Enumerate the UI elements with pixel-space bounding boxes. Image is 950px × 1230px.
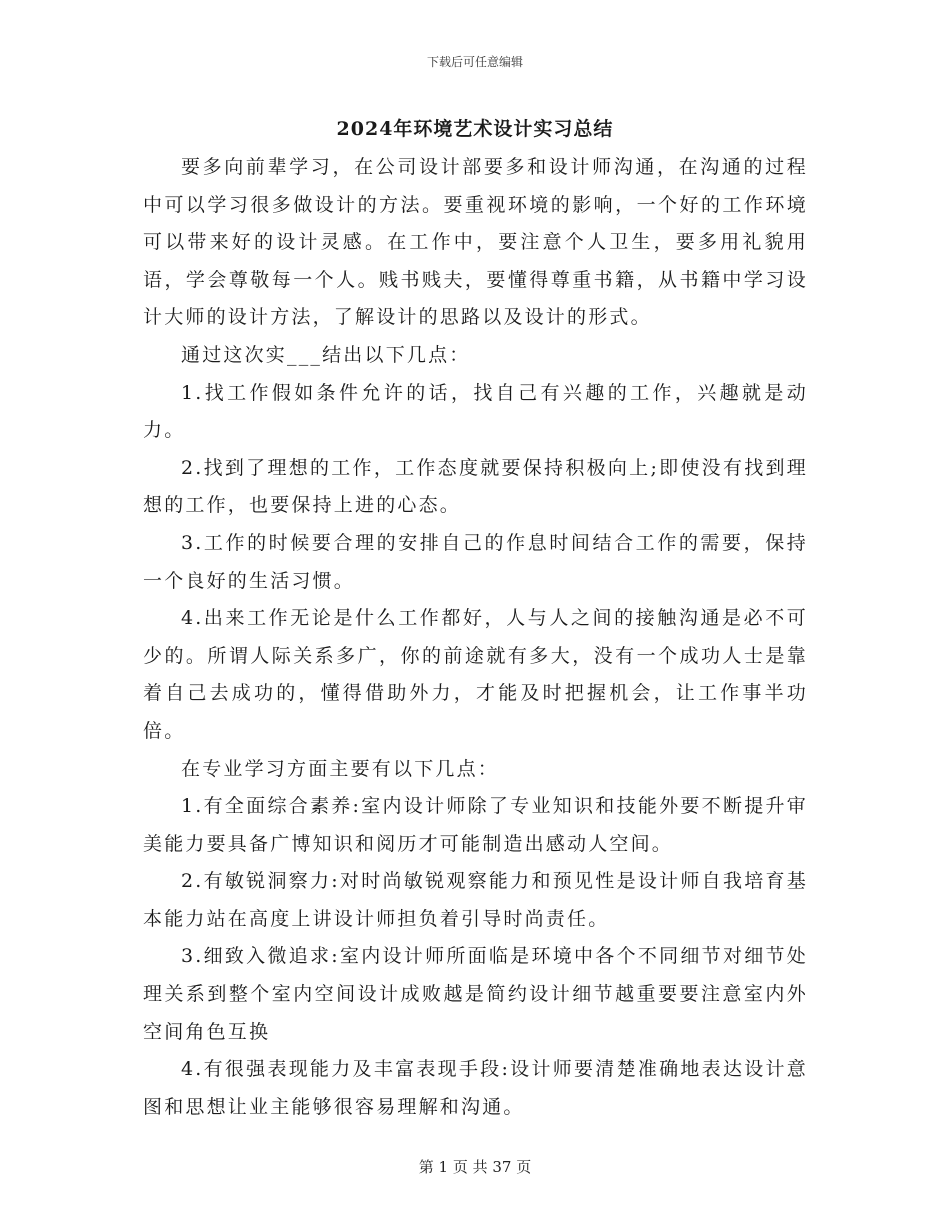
- list-item: 4.有很强表现能力及丰富表现手段:设计师要清楚准确地表达设计意图和思想让业主能够很容易理解和沟通。: [143, 1058, 808, 1118]
- paragraph: 要多向前辈学习，在公司设计部要多和设计师沟通，在沟通的过程中可以学习很多做设计的方法。要重视环境的影响，一个好的工作环境可以带来好的设计灵感。在工作中，要注意个人卫生，要多用礼貌用语，学会尊敬每一个人。贱书贱夫，要懂得尊重书籍，从书籍中学习设计大师的设计方法，了解设计的思路以及设计的形式。: [143, 156, 808, 329]
- page-number: 第 1 页 共 37 页: [418, 1158, 532, 1176]
- list-item: 2.有敏锐洞察力:对时尚敏锐观察能力和预见性是设计师自我培育基本能力站在高度上讲设计师担负着引导时尚责任。: [143, 870, 808, 930]
- list-item: 2.找到了理想的工作，工作态度就要保持积极向上;即使没有找到理想的工作，也要保持上进的心态。: [143, 456, 808, 517]
- document-title: 2024年环境艺术设计实习总结: [336, 118, 614, 140]
- document-body: [143, 149, 808, 1126]
- list-item: 3.工作的时候要合理的安排自己的作息时间结合工作的需要，保持一个良好的生活习惯。: [143, 531, 808, 592]
- paragraph: 在专业学习方面主要有以下几点：: [181, 757, 500, 780]
- list-item: 1.找工作假如条件允许的话，找自己有兴趣的工作，兴趣就是动力。: [143, 381, 808, 442]
- list-item: 1.有全面综合素养:室内设计师除了专业知识和技能外要不断提升审美能力要具备广博知识和阅历才可能制造出感动人空间。: [143, 795, 808, 855]
- paragraph: 通过这次实___结出以下几点：: [181, 343, 471, 366]
- list-item: 3.细致入微追求:室内设计师所面临是环境中各个不同细节对细节处理关系到整个室内空间设计成败越是简约设计细节越重要要注意室内外空间角色互换: [143, 945, 808, 1043]
- page-header-note: 下载后可任意编辑: [426, 55, 523, 69]
- list-item: 4.出来工作无论是什么工作都好，人与人之间的接触沟通是必不可少的。所谓人际关系多广，你的前途就有多大，没有一个成功人士是靠着自己去成功的，懂得借助外力，才能及时把握机会，让工作事半功倍。: [143, 607, 808, 742]
